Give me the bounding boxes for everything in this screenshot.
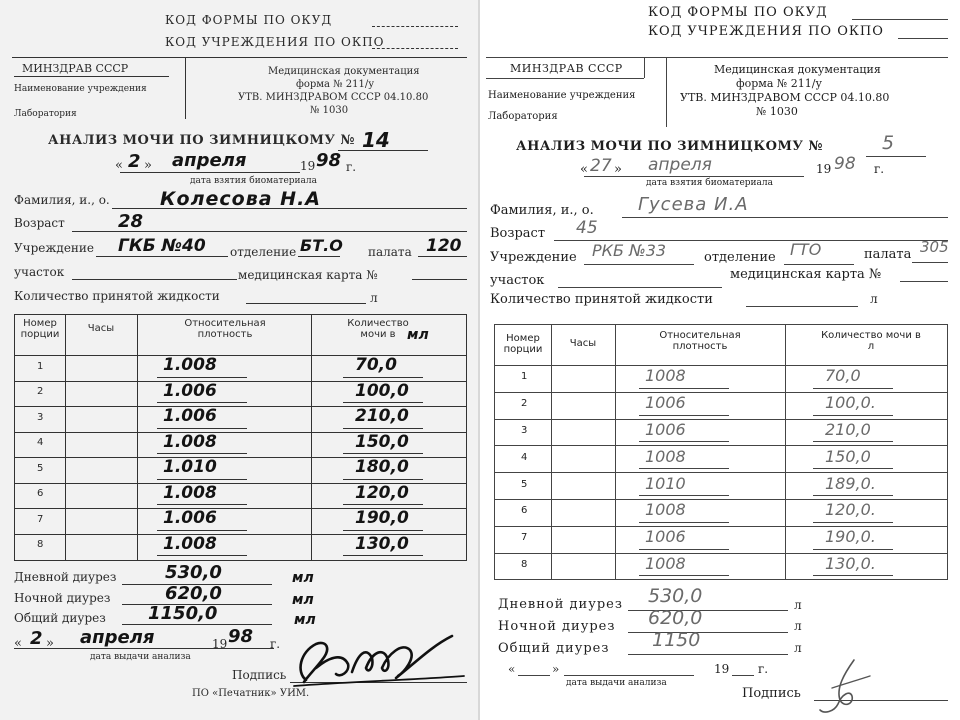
- day-diuresis-value: 530,0: [165, 562, 222, 583]
- sample-date-line: [120, 172, 300, 173]
- portion-number: 3: [37, 411, 44, 423]
- cell-underline: [157, 530, 247, 531]
- col-header-hours: Часы: [569, 338, 597, 349]
- sample-date-suffix: г.: [346, 160, 357, 174]
- total-diuresis-unit: л: [794, 641, 802, 655]
- approved-label: УТВ. МИНЗДРАВОМ СССР 04.10.80: [680, 91, 890, 104]
- department-line: [784, 264, 854, 265]
- okpo-label: КОД УЧРЕЖДЕНИЯ ПО ОКПО: [648, 24, 884, 39]
- day-diuresis-label: Дневной диурез: [14, 570, 117, 584]
- density-value: 1.006: [163, 508, 217, 528]
- issue-date-suffix: г.: [758, 662, 769, 676]
- cell-underline: [813, 441, 893, 442]
- ministry-underline: [14, 76, 169, 77]
- sample-date-year-prefix: 19: [816, 162, 832, 176]
- ministry-box-edge: [644, 57, 645, 78]
- day-diuresis-unit: мл: [292, 570, 314, 586]
- institution-line: [96, 256, 228, 257]
- surname-label: Фамилия, и., о.: [490, 203, 594, 218]
- volume-value: 150,0: [355, 431, 409, 452]
- okpo-field: [898, 38, 948, 39]
- fluid-unit: л: [370, 291, 378, 305]
- sample-date-line: [584, 176, 804, 177]
- portion-number: 1: [521, 371, 528, 383]
- order-number-label: № 1030: [310, 105, 349, 116]
- age-value: 28: [118, 211, 144, 232]
- volume-value: 150,0: [825, 446, 871, 466]
- cell-underline: [813, 549, 893, 550]
- col-header-portion: Номер порции: [503, 333, 543, 355]
- cell-underline: [639, 468, 729, 469]
- district-line: [72, 279, 237, 280]
- lab-label: Лаборатория: [488, 111, 558, 122]
- header-top-rule: [12, 57, 467, 58]
- analysis-title: АНАЛИЗ МОЧИ ПО ЗИМНИЦКОМУ №: [516, 139, 824, 154]
- total-diuresis-value: 1150: [652, 629, 701, 651]
- surname-line: [622, 217, 948, 218]
- cell-underline: [157, 428, 247, 429]
- volume-value: 120,0: [355, 482, 409, 503]
- night-diuresis-label: Ночной диурез: [498, 619, 616, 634]
- ward-label: палата: [864, 247, 912, 262]
- night-diuresis-unit: л: [794, 619, 802, 633]
- institution-line: [584, 264, 694, 265]
- portion-number: 8: [521, 559, 528, 570]
- night-diuresis-label: Ночной диурез: [14, 591, 111, 605]
- portion-number: 3: [521, 425, 528, 436]
- density-value: 1006: [645, 527, 686, 547]
- volume-value: 100,0: [355, 380, 409, 401]
- cell-underline: [639, 522, 729, 523]
- ward-label: палата: [368, 245, 412, 259]
- portions-table: [14, 314, 467, 561]
- cell-underline: [343, 555, 423, 556]
- portion-number: 7: [37, 513, 44, 525]
- cell-underline: [639, 388, 729, 389]
- district-label: участок: [490, 273, 545, 288]
- issue-date-line: [14, 648, 274, 649]
- cell-underline: [157, 555, 247, 556]
- total-diuresis-line: [628, 654, 788, 655]
- volume-value: 120,0.: [825, 500, 876, 520]
- volume-value: 130,0.: [825, 554, 876, 573]
- row-divider: [495, 526, 947, 527]
- issue-open-quote: «: [508, 662, 516, 676]
- row-divider: [495, 499, 947, 500]
- fluid-label: Количество принятой жидкости: [14, 289, 220, 303]
- district-label: участок: [14, 265, 65, 279]
- sample-date-year: 98: [834, 154, 856, 174]
- district-line: [558, 287, 722, 288]
- header-divider: [666, 57, 667, 127]
- cell-underline: [343, 377, 423, 378]
- issue-date-suffix: г.: [270, 637, 281, 651]
- analysis-number: 14: [362, 128, 390, 152]
- night-diuresis-value: 620,0: [165, 583, 222, 604]
- department-line: [298, 256, 340, 257]
- form-right: КОД ФОРМЫ ПО ОКУД КОД УЧРЕЖДЕНИЯ ПО ОКПО МИНЗДРАВ СССР Наименование учреждения Лаборатория Медицинская документация форма № 211/у УТВ. МИНЗДРАВОМ СССР 04.10.80 № 1030 АНАЛИЗ МОЧИ ПО ЗИМНИЦКОМУ № 5 « 27 » апреля 19 98 г. дата взятия биоматериала Фамилия, и., о. Гусева И.А Возраст 45 Учреждение РКБ №33 отделение ГТО палата 305 участок медицинская карта № Количество принятой жидкости л Номер порции Часы Относительная плотность Количество мочи в л 1 1008 70,0 2 1006 100,0. 3 1006 210,0 4 1008 150,0 5 1010 189,0. 6 1008 120,0. 7 1006 190,0. 8 1008 130,0. Дневной диурез 530,0 л Ночной диурез 620,0 л Общий диурез 1150 л « » 19 г. дата выдачи анализа Подпись: [480, 0, 960, 720]
- cell-underline: [639, 441, 729, 442]
- night-diuresis-unit: мл: [292, 592, 314, 608]
- row-divider: [495, 392, 947, 393]
- col-header-hours: Часы: [87, 323, 115, 334]
- analysis-number: 5: [882, 132, 895, 154]
- portion-number: 6: [521, 505, 528, 517]
- col-header-volume: Количество мочи в: [347, 318, 409, 340]
- issue-date-caption: дата выдачи анализа: [90, 652, 191, 662]
- col-header-portion: Номер порции: [20, 318, 60, 340]
- institution-label: Учреждение: [490, 250, 577, 265]
- night-diuresis-value: 620,0: [648, 607, 703, 629]
- volume-value: 180,0: [355, 457, 409, 477]
- institution-value: ГКБ №40: [118, 236, 206, 256]
- order-number-label: № 1030: [756, 105, 798, 118]
- cell-underline: [157, 504, 247, 505]
- volume-value: 70,0: [355, 355, 397, 375]
- sample-date-day: 27: [590, 156, 612, 176]
- density-value: 1.008: [163, 482, 217, 503]
- portion-number: 2: [37, 386, 44, 398]
- printer-label: ПО «Печатник» УИМ.: [192, 688, 310, 699]
- sample-date-caption: дата взятия биоматериала: [190, 176, 317, 186]
- cell-underline: [639, 549, 729, 550]
- age-label: Возраст: [490, 226, 546, 241]
- signature-label: Подпись: [232, 668, 287, 682]
- medical-doc-label: Медицинская документация: [268, 66, 420, 77]
- form-number-label: форма № 211/у: [296, 79, 375, 90]
- okud-label: КОД ФОРМЫ ПО ОКУД: [648, 5, 828, 20]
- institution-label: Учреждение: [14, 241, 95, 255]
- density-value: 1006: [645, 420, 686, 439]
- sample-date-suffix: г.: [874, 162, 885, 176]
- cell-underline: [343, 530, 423, 531]
- institution-name-label: Наименование учреждения: [488, 90, 636, 101]
- okpo-field: [372, 48, 458, 49]
- age-value: 45: [576, 218, 598, 238]
- header-top-rule: [486, 57, 948, 58]
- form-number-label: форма № 211/у: [736, 77, 822, 90]
- institution-value: РКБ №33: [592, 241, 667, 260]
- cell-underline: [813, 495, 893, 496]
- okud-label: КОД ФОРМЫ ПО ОКУД: [165, 13, 333, 27]
- cell-underline: [157, 479, 247, 480]
- issue-close-quote: »: [552, 662, 560, 676]
- volume-value: 210,0: [825, 420, 871, 439]
- cell-underline: [639, 415, 729, 416]
- department-value: ГТО: [790, 240, 822, 259]
- density-value: 1.010: [163, 457, 217, 477]
- analysis-number-field: [866, 156, 926, 157]
- cell-underline: [343, 453, 423, 454]
- ward-line: [912, 262, 948, 263]
- cell-underline: [813, 468, 893, 469]
- issue-date-day: 2: [30, 628, 43, 649]
- total-diuresis-line: [122, 624, 272, 625]
- issue-date-caption: дата выдачи анализа: [566, 678, 667, 688]
- portion-number: 2: [521, 398, 528, 410]
- cell-underline: [343, 402, 423, 403]
- volume-value: 189,0.: [825, 473, 876, 493]
- okud-field: [852, 19, 948, 20]
- portion-number: 1: [37, 360, 44, 372]
- cell-underline: [343, 428, 423, 429]
- medcard-label: медицинская карта №: [238, 268, 378, 282]
- medcard-line: [900, 281, 948, 282]
- density-value: 1010: [645, 473, 686, 493]
- approved-label: УТВ. МИНЗДРАВОМ СССР 04.10.80: [238, 92, 429, 103]
- department-label: отделение: [230, 245, 297, 259]
- cell-underline: [639, 575, 729, 576]
- handwritten-signature: [292, 628, 467, 690]
- header-divider: [185, 57, 186, 119]
- ministry-label: МИНЗДРАВ СССР: [510, 62, 623, 75]
- col-header-density: Относительная плотность: [184, 318, 266, 340]
- fluid-label: Количество принятой жидкости: [490, 292, 713, 307]
- okud-field: [372, 26, 458, 27]
- ministry-underline: [486, 78, 644, 79]
- issue-month-line: [564, 675, 694, 676]
- department-value: БТ.О: [300, 236, 343, 255]
- okpo-label: КОД УЧРЕЖДЕНИЯ ПО ОКПО: [165, 35, 385, 49]
- cell-underline: [813, 575, 893, 576]
- issue-date-month: апреля: [80, 627, 155, 648]
- portion-number: 5: [37, 462, 44, 474]
- sample-date-caption: дата взятия биоматериала: [646, 178, 773, 188]
- cell-underline: [343, 479, 423, 480]
- medical-doc-label: Медицинская документация: [714, 63, 881, 76]
- cell-underline: [157, 402, 247, 403]
- density-value: 1008: [645, 500, 686, 520]
- lab-label: Лаборатория: [14, 109, 77, 119]
- density-value: 1008: [645, 446, 686, 466]
- row-divider: [495, 472, 947, 473]
- volume-value: 100,0.: [825, 393, 876, 413]
- analysis-title: АНАЛИЗ МОЧИ ПО ЗИМНИЦКОМУ №: [48, 133, 356, 148]
- col-header-density: Относительная плотность: [659, 330, 741, 352]
- density-value: 1006: [645, 393, 686, 413]
- portions-table: [494, 324, 948, 580]
- day-diuresis-value: 530,0: [648, 585, 703, 607]
- cell-underline: [157, 377, 247, 378]
- handwritten-signature: [814, 654, 884, 716]
- ministry-label: МИНЗДРАВ СССР: [22, 62, 129, 75]
- total-diuresis-value: 1150,0: [148, 603, 218, 624]
- row-divider: [495, 445, 947, 446]
- ward-line: [418, 256, 467, 257]
- medcard-line: [412, 279, 467, 280]
- fluid-unit: л: [870, 292, 878, 306]
- ward-value: 120: [426, 236, 462, 256]
- cell-underline: [639, 495, 729, 496]
- density-value: 1.008: [163, 355, 217, 375]
- issue-date-year-prefix: 19: [714, 662, 730, 676]
- sample-date-month: апреля: [172, 150, 247, 171]
- cell-underline: [813, 522, 893, 523]
- total-diuresis-label: Общий диурез: [14, 611, 106, 625]
- issue-year-line: [732, 675, 754, 676]
- density-value: 1008: [645, 366, 686, 386]
- portion-number: 8: [37, 539, 44, 551]
- density-value: 1.006: [163, 380, 217, 401]
- density-value: 1.008: [163, 431, 217, 452]
- total-diuresis-label: Общий диурез: [498, 641, 610, 656]
- age-label: Возраст: [14, 216, 65, 230]
- sample-date-year-prefix: 19: [300, 159, 316, 173]
- volume-value: 70,0: [825, 366, 861, 386]
- row-divider: [495, 419, 947, 420]
- row-divider: [495, 553, 947, 554]
- ward-value: 305: [920, 238, 949, 256]
- density-value: 1.008: [163, 533, 217, 554]
- portion-number: 5: [521, 478, 528, 490]
- density-value: 1008: [645, 554, 686, 573]
- portion-number: 4: [37, 437, 44, 449]
- volume-unit-hw: мл: [407, 327, 429, 343]
- portion-number: 4: [521, 451, 528, 463]
- fluid-line: [746, 306, 858, 307]
- cell-underline: [813, 415, 893, 416]
- volume-value: 210,0: [355, 406, 409, 426]
- signature-label: Подпись: [742, 686, 801, 701]
- issue-day-line: [518, 675, 550, 676]
- fluid-line: [246, 303, 366, 304]
- issue-date-year-prefix: 19: [212, 637, 228, 651]
- surname-value: Колесова Н.А: [160, 188, 321, 210]
- portion-number: 7: [521, 532, 528, 544]
- sample-date-day: 2: [128, 151, 141, 172]
- day-diuresis-label: Дневной диурез: [498, 597, 623, 612]
- volume-value: 130,0: [355, 533, 409, 554]
- cell-underline: [157, 453, 247, 454]
- density-value: 1.006: [163, 406, 217, 426]
- issue-date-year: 98: [228, 626, 254, 647]
- institution-name-label: Наименование учреждения: [14, 84, 147, 94]
- day-diuresis-unit: л: [794, 598, 802, 612]
- sample-date-year: 98: [316, 150, 342, 171]
- medcard-label: медицинская карта №: [730, 267, 882, 282]
- cell-underline: [813, 388, 893, 389]
- portion-number: 6: [37, 488, 44, 500]
- total-diuresis-unit: мл: [294, 612, 316, 628]
- col-header-volume: Количество мочи в л: [821, 330, 921, 352]
- volume-value: 190,0: [355, 508, 409, 528]
- cell-underline: [343, 504, 423, 505]
- volume-value: 190,0.: [825, 527, 876, 547]
- sample-date-month: апреля: [648, 155, 712, 175]
- surname-value: Гусева И.А: [638, 194, 749, 215]
- form-left: КОД ФОРМЫ ПО ОКУД КОД УЧРЕЖДЕНИЯ ПО ОКПО МИНЗДРАВ СССР Наименование учреждения Лаборатория Медицинская документация форма № 211/у УТВ. МИНЗДРАВОМ СССР 04.10.80 № 1030 АНАЛИЗ МОЧИ ПО ЗИМНИЦКОМУ № 14 « 2 » апреля 19 98 г. дата взятия биоматериала Фамилия, и., о. Колесова Н.А Возраст 28 Учреждение ГКБ №40 отделение БТ.О палата 120 участок медицинская карта № Количество принятой жидкости л Номер порции Часы Относительная плотность Количество мочи в мл 1 1.008 70,0 2 1.006 100,0 3 1.006 210,0 4 1.008 150,0 5 1.010 180,0 6 1.008 120,0 7 1.006 190,0 8 1.008 130,0 Дневной диурез 530,0 мл Ночной диурез 620,0 мл Общий диурез 1150,0 мл « 2 » апреля 19 98 г. дата выдачи анализа Подпись ПО «Печатник» УИМ.: [0, 0, 478, 720]
- department-label: отделение: [704, 250, 776, 265]
- surname-label: Фамилия, и., о.: [14, 193, 110, 207]
